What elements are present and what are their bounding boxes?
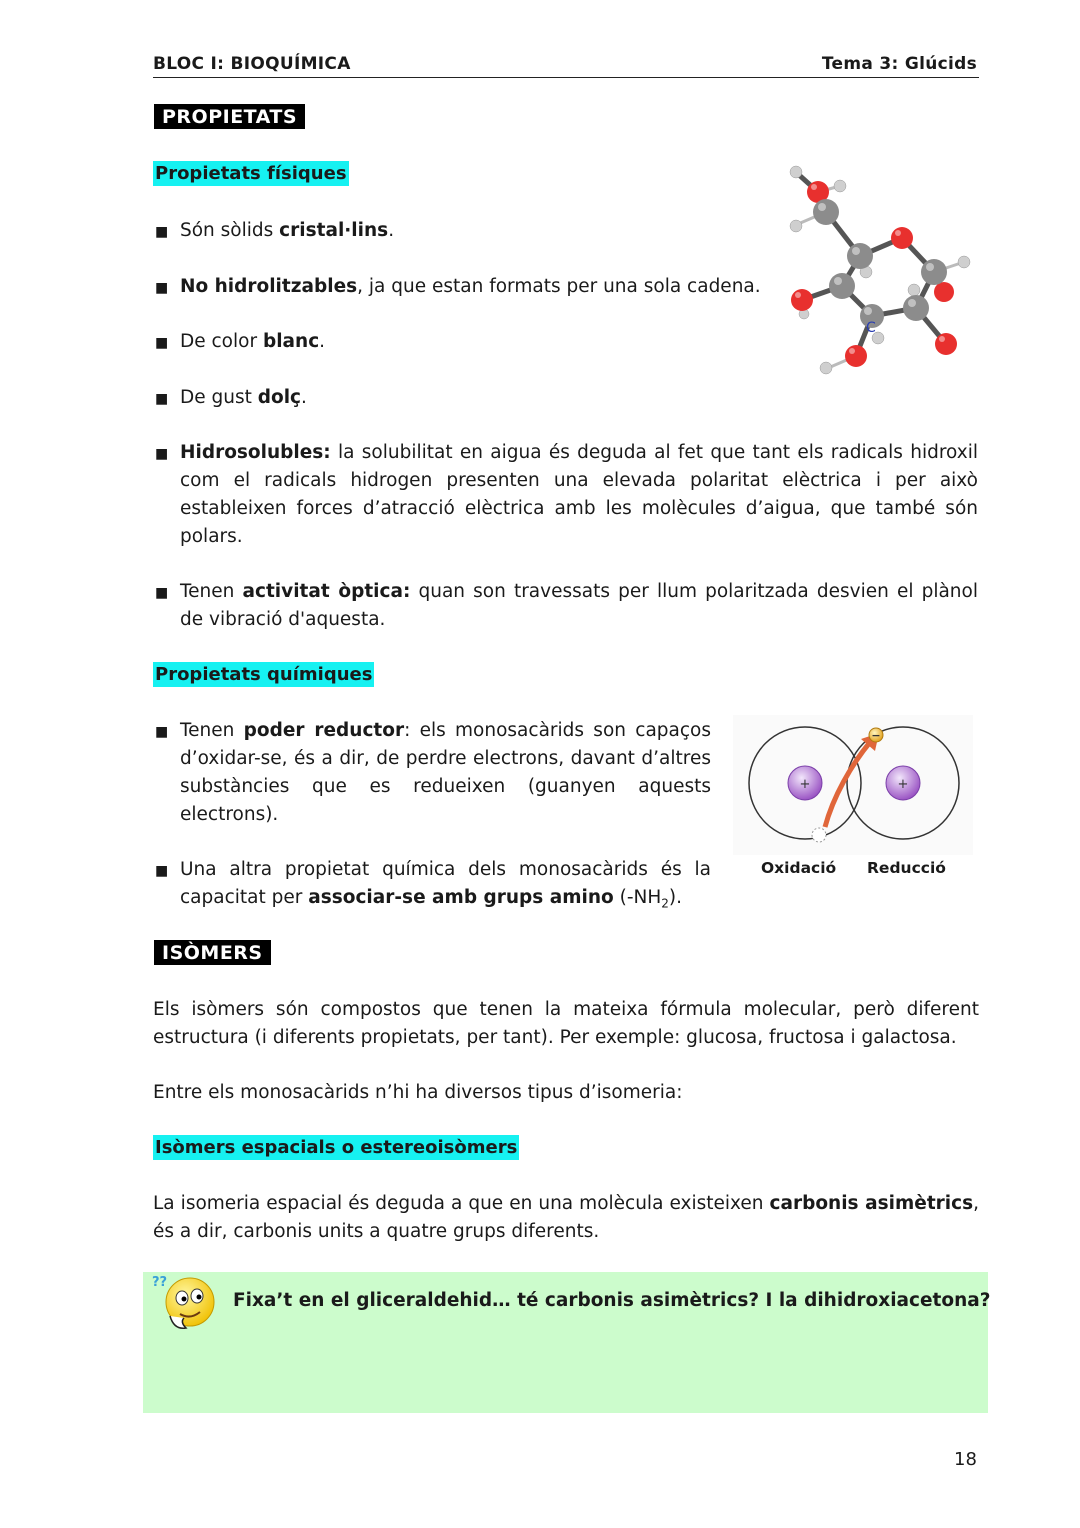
header-right: Tema 3: Glúcids — [821, 54, 977, 74]
svg-text:??: ?? — [152, 1275, 168, 1290]
svg-text:+: + — [799, 777, 811, 792]
section-title-isomers: ISÒMERS — [154, 940, 271, 965]
bullet-activitat-optica: Tenen activitat òptica: quan son travessats per llum polaritzada desvien el plànol de vibració d'aquesta. — [180, 581, 978, 630]
glucose-molecule-figure — [780, 160, 980, 380]
bullet-hidrolitzables: No hidrolitzables, ja que estan formats per una sola cadena. — [180, 276, 761, 297]
header-rule — [153, 77, 979, 78]
isomeria-espacial-text: La isomeria espacial és deguda a que en una molècula existeixen carbonis asimètrics, és a dir, carbonis units a quatre grups diferents. — [153, 1193, 979, 1242]
subtitle-fisiques: Propietats físiques — [155, 163, 347, 184]
bullet-grups-amino: Una altra propietat química dels monosacàrids és la capacitat per associar-se amb grups amino $(-NH_2)$. — [180, 859, 711, 911]
reduction-label: Reducció — [867, 859, 946, 877]
carbon-label: C — [866, 320, 876, 336]
bullet-hidrosolubles: Hidrosolubles: la solubilitat en aigua és deguda al fet que tant els radicals hidroxil com el radicals hidrogen presenten una elevada polaritat elèctrica i per això estableixen forces d’atracció elèctrica amb les molècules d’aigua, que també són polars. — [180, 442, 978, 547]
header-left: BLOC I: BIOQUÍMICA — [153, 54, 351, 74]
question-text: Fixa’t en el gliceraldehid… té carbonis asimètrics? I la dihidroxiacetona? — [233, 1290, 991, 1311]
isomers-types-intro: Entre els monosacàrids n’hi ha diversos tipus d’isomeria: — [153, 1082, 683, 1103]
redox-diagram — [733, 715, 973, 855]
page-number: 18 — [954, 1449, 977, 1470]
subtitle-estereoisomers: Isòmers espacials o estereoisòmers — [155, 1137, 518, 1158]
svg-text:−: − — [871, 729, 881, 742]
bullet-marker: ■ — [155, 585, 169, 601]
svg-text:+: + — [897, 777, 909, 792]
bullet-blanc: De color blanc. — [180, 331, 326, 352]
bullet-cristallins: Són sòlids cristal·lins. — [180, 220, 395, 241]
oxidation-label: Oxidació — [761, 859, 837, 877]
bullet-marker: ■ — [155, 224, 169, 240]
bullet-marker: ■ — [155, 391, 169, 407]
bullet-marker: ■ — [155, 724, 169, 740]
thinking-face-icon — [150, 1272, 222, 1340]
section-title-propietats: PROPIETATS — [154, 104, 305, 129]
bullet-marker: ■ — [155, 863, 169, 879]
bullet-dolc: De gust dolç. — [180, 387, 307, 408]
isomers-definition: Els isòmers són compostos que tenen la mateixa fórmula molecular, però diferent estructura (i diferents propietats, per tant). Per exemple: glucosa, fructosa i galactosa. — [153, 999, 979, 1048]
empty-electron-slot — [812, 828, 826, 842]
bullet-poder-reductor: Tenen poder reductor: els monosacàrids son capaços d’oxidar-se, és a dir, de perdre electrons, davant d’altres substàncies que es redueixen (guanyen aquests electrons). — [180, 720, 711, 825]
bullet-marker: ■ — [155, 446, 169, 462]
subtitle-quimiques: Propietats químiques — [155, 664, 373, 685]
bullet-marker: ■ — [155, 335, 169, 351]
bullet-marker: ■ — [155, 280, 169, 296]
